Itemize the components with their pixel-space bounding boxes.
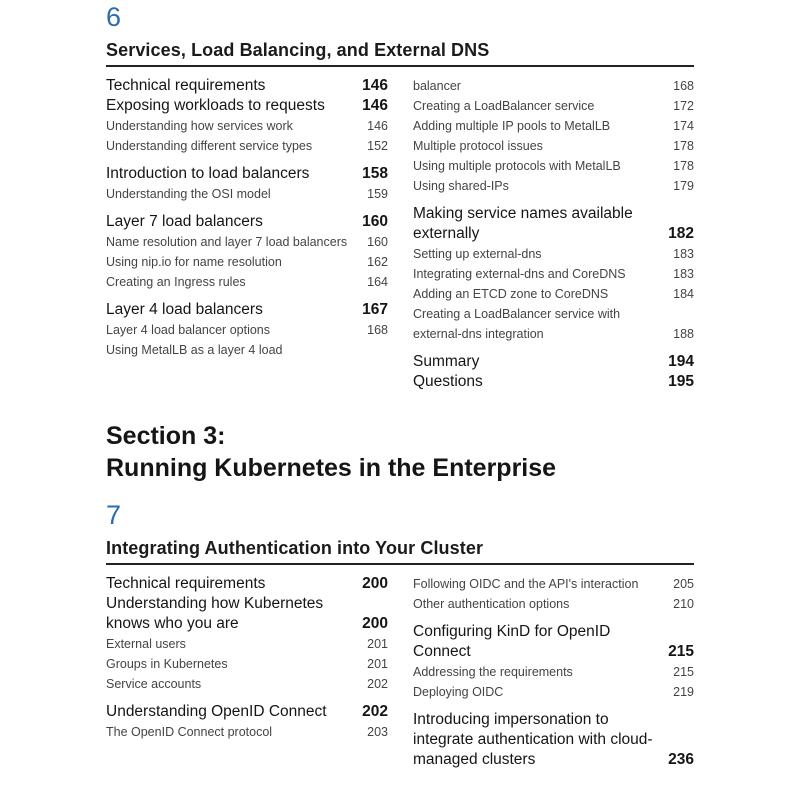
toc-subentry[interactable] xyxy=(413,176,694,196)
entry-title: Layer 4 load balancer options xyxy=(106,323,271,337)
toc-subentry[interactable] xyxy=(413,682,694,702)
toc-heading-entry[interactable] xyxy=(106,574,388,594)
entry-title: Creating an Ingress rules xyxy=(106,275,246,289)
chapter7-left-column xyxy=(106,574,388,742)
entry-page-number: 188 xyxy=(673,327,694,341)
entry-title: Groups in Kubernetes xyxy=(106,657,228,671)
entry-title: Other authentication options xyxy=(413,597,570,611)
entry-title: Layer 4 load balancers xyxy=(106,301,263,318)
entry-spacer xyxy=(106,204,388,212)
entry-page-number: 158 xyxy=(362,165,388,182)
entry-page-number: 160 xyxy=(362,213,388,230)
entry-page-number: 215 xyxy=(668,643,694,660)
entry-title: Service accounts xyxy=(106,677,202,691)
entry-page-number: 201 xyxy=(367,657,388,671)
entry-title: Creating a LoadBalancer service with external-dns integration xyxy=(413,307,621,341)
entry-title: Understanding the OSI model xyxy=(106,187,271,201)
entry-page-number: 201 xyxy=(367,637,388,651)
entry-page-number: 210 xyxy=(673,597,694,611)
entry-page-number: 146 xyxy=(362,97,388,114)
entry-title: Setting up external-dns xyxy=(413,247,542,261)
toc-subentry[interactable] xyxy=(106,116,388,136)
entry-page-number: 152 xyxy=(367,139,388,153)
entry-page-number: 178 xyxy=(673,159,694,173)
entry-spacer xyxy=(413,344,694,352)
chapter-number: 7 xyxy=(106,500,122,530)
toc-subentry[interactable] xyxy=(106,674,388,694)
entry-title: Layer 7 load balancers xyxy=(106,213,263,230)
section-heading-line1: Section 3: xyxy=(106,422,226,450)
toc-subentry[interactable] xyxy=(106,340,388,360)
entry-page-number: 146 xyxy=(362,77,388,94)
entry-title: The OpenID Connect protocol xyxy=(106,725,273,739)
entry-title: Multiple protocol issues xyxy=(413,139,543,153)
entry-page-number: 183 xyxy=(673,267,694,281)
entry-title: Deploying OIDC xyxy=(413,685,504,699)
chapter-title: Services, Load Balancing, and External DNS xyxy=(106,40,694,67)
chapter7-right-column xyxy=(413,574,694,770)
entry-title: Understanding OpenID Connect xyxy=(106,703,327,720)
toc-subentry[interactable] xyxy=(106,252,388,272)
entry-page-number: 168 xyxy=(367,323,388,337)
toc-subentry[interactable] xyxy=(106,634,388,654)
entry-spacer xyxy=(413,614,694,622)
toc-subentry[interactable] xyxy=(413,156,694,176)
entry-page-number: 167 xyxy=(362,301,388,318)
entry-spacer xyxy=(106,156,388,164)
entry-page-number: 215 xyxy=(673,665,694,679)
entry-title: Understanding different service types xyxy=(106,139,313,153)
toc-heading-entry[interactable] xyxy=(106,594,388,634)
toc-subentry[interactable] xyxy=(106,654,388,674)
chapter6-right-column xyxy=(413,76,694,392)
toc-subentry[interactable] xyxy=(413,304,694,344)
entry-title: Configuring KinD for OpenID Connect xyxy=(413,623,611,660)
toc-subentry[interactable] xyxy=(413,96,694,116)
entry-title: Using multiple protocols with MetalLB xyxy=(413,159,621,173)
entry-page-number: 160 xyxy=(367,235,388,249)
chapter-title: Integrating Authentication into Your Cluster xyxy=(106,538,694,565)
entry-page-number: 159 xyxy=(367,187,388,201)
entry-title: Following OIDC and the API's interaction xyxy=(413,577,639,591)
entry-title: Integrating external-dns and CoreDNS xyxy=(413,267,626,281)
entry-title: Exposing workloads to requests xyxy=(106,97,325,114)
toc-subentry[interactable] xyxy=(413,116,694,136)
toc-subentry[interactable] xyxy=(413,284,694,304)
entry-title: Name resolution and layer 7 load balancers xyxy=(106,235,348,249)
toc-subentry[interactable] xyxy=(106,722,388,742)
entry-title: Adding multiple IP pools to MetalLB xyxy=(413,119,611,133)
chapter-number: 6 xyxy=(106,2,122,32)
toc-subentry[interactable] xyxy=(413,594,694,614)
entry-page-number: 194 xyxy=(668,353,694,370)
entry-title: Summary xyxy=(413,353,480,370)
toc-subentry[interactable] xyxy=(106,136,388,156)
entry-page-number: 162 xyxy=(367,255,388,269)
entry-spacer xyxy=(413,196,694,204)
entry-title: Technical requirements xyxy=(106,575,266,592)
entry-page-number: 179 xyxy=(673,179,694,193)
entry-title: Creating a LoadBalancer service xyxy=(413,99,595,113)
toc-subentry[interactable] xyxy=(106,232,388,252)
entry-title: Introduction to load balancers xyxy=(106,165,310,182)
toc-subentry[interactable] xyxy=(106,184,388,204)
entry-page-number: 178 xyxy=(673,139,694,153)
entry-title: External users xyxy=(106,637,186,651)
entry-title: Introducing impersonation to integrate authentication with cloud-managed clusters xyxy=(413,711,653,768)
entry-page-number: 195 xyxy=(668,373,694,390)
toc-heading-entry[interactable] xyxy=(106,76,388,96)
entry-page-number: 174 xyxy=(673,119,694,133)
entry-page-number: 200 xyxy=(362,575,388,592)
entry-page-number: 182 xyxy=(668,225,694,242)
entry-spacer xyxy=(106,694,388,702)
section-heading-line2: Running Kubernetes in the Enterprise xyxy=(106,454,557,482)
chapter6-left-column xyxy=(106,76,388,360)
toc-heading-entry[interactable] xyxy=(106,164,388,184)
entry-title: Understanding how Kubernetes knows who you are xyxy=(106,595,324,632)
toc-heading-entry[interactable] xyxy=(413,622,694,662)
toc-heading-entry[interactable] xyxy=(413,710,694,770)
entry-page-number: 172 xyxy=(673,99,694,113)
entry-title: Adding an ETCD zone to CoreDNS xyxy=(413,287,609,301)
entry-page-number: 202 xyxy=(362,703,388,720)
toc-heading-entry[interactable] xyxy=(106,702,388,722)
entry-title: Questions xyxy=(413,373,483,390)
entry-title: Understanding how services work xyxy=(106,119,293,133)
entry-title: balancer xyxy=(413,79,461,93)
toc-heading-entry[interactable] xyxy=(106,96,388,116)
toc-subentry[interactable] xyxy=(413,264,694,284)
entry-spacer xyxy=(106,292,388,300)
entry-title: Using nip.io for name resolution xyxy=(106,255,282,269)
toc-subentry[interactable] xyxy=(106,272,388,292)
toc-subentry[interactable] xyxy=(413,136,694,156)
toc-heading-entry[interactable] xyxy=(413,204,694,244)
toc-heading-entry[interactable] xyxy=(106,300,388,320)
entry-page-number: 219 xyxy=(673,685,694,699)
entry-page-number: 168 xyxy=(673,79,694,93)
entry-spacer xyxy=(413,702,694,710)
entry-title: Addressing the requirements xyxy=(413,665,573,679)
toc-subentry[interactable] xyxy=(106,320,388,340)
entry-page-number: 202 xyxy=(367,677,388,691)
entry-title: Using shared-IPs xyxy=(413,179,509,193)
entry-title: Using MetalLB as a layer 4 load xyxy=(106,343,283,357)
entry-page-number: 146 xyxy=(367,119,388,133)
entry-title: Making service names available externally xyxy=(413,205,633,242)
entry-page-number: 200 xyxy=(362,615,388,632)
toc-heading-entry[interactable] xyxy=(413,372,694,392)
entry-page-number: 205 xyxy=(673,577,694,591)
toc-subentry[interactable] xyxy=(413,76,694,96)
toc-heading-entry[interactable] xyxy=(106,212,388,232)
entry-page-number: 184 xyxy=(673,287,694,301)
entry-page-number: 183 xyxy=(673,247,694,261)
toc-subentry[interactable] xyxy=(413,574,694,594)
entry-page-number: 164 xyxy=(367,275,388,289)
toc-heading-entry[interactable] xyxy=(413,352,694,372)
toc-subentry[interactable] xyxy=(413,244,694,264)
entry-page-number: 236 xyxy=(668,751,694,768)
toc-subentry[interactable] xyxy=(413,662,694,682)
entry-page-number: 203 xyxy=(367,725,388,739)
entry-title: Technical requirements xyxy=(106,77,266,94)
